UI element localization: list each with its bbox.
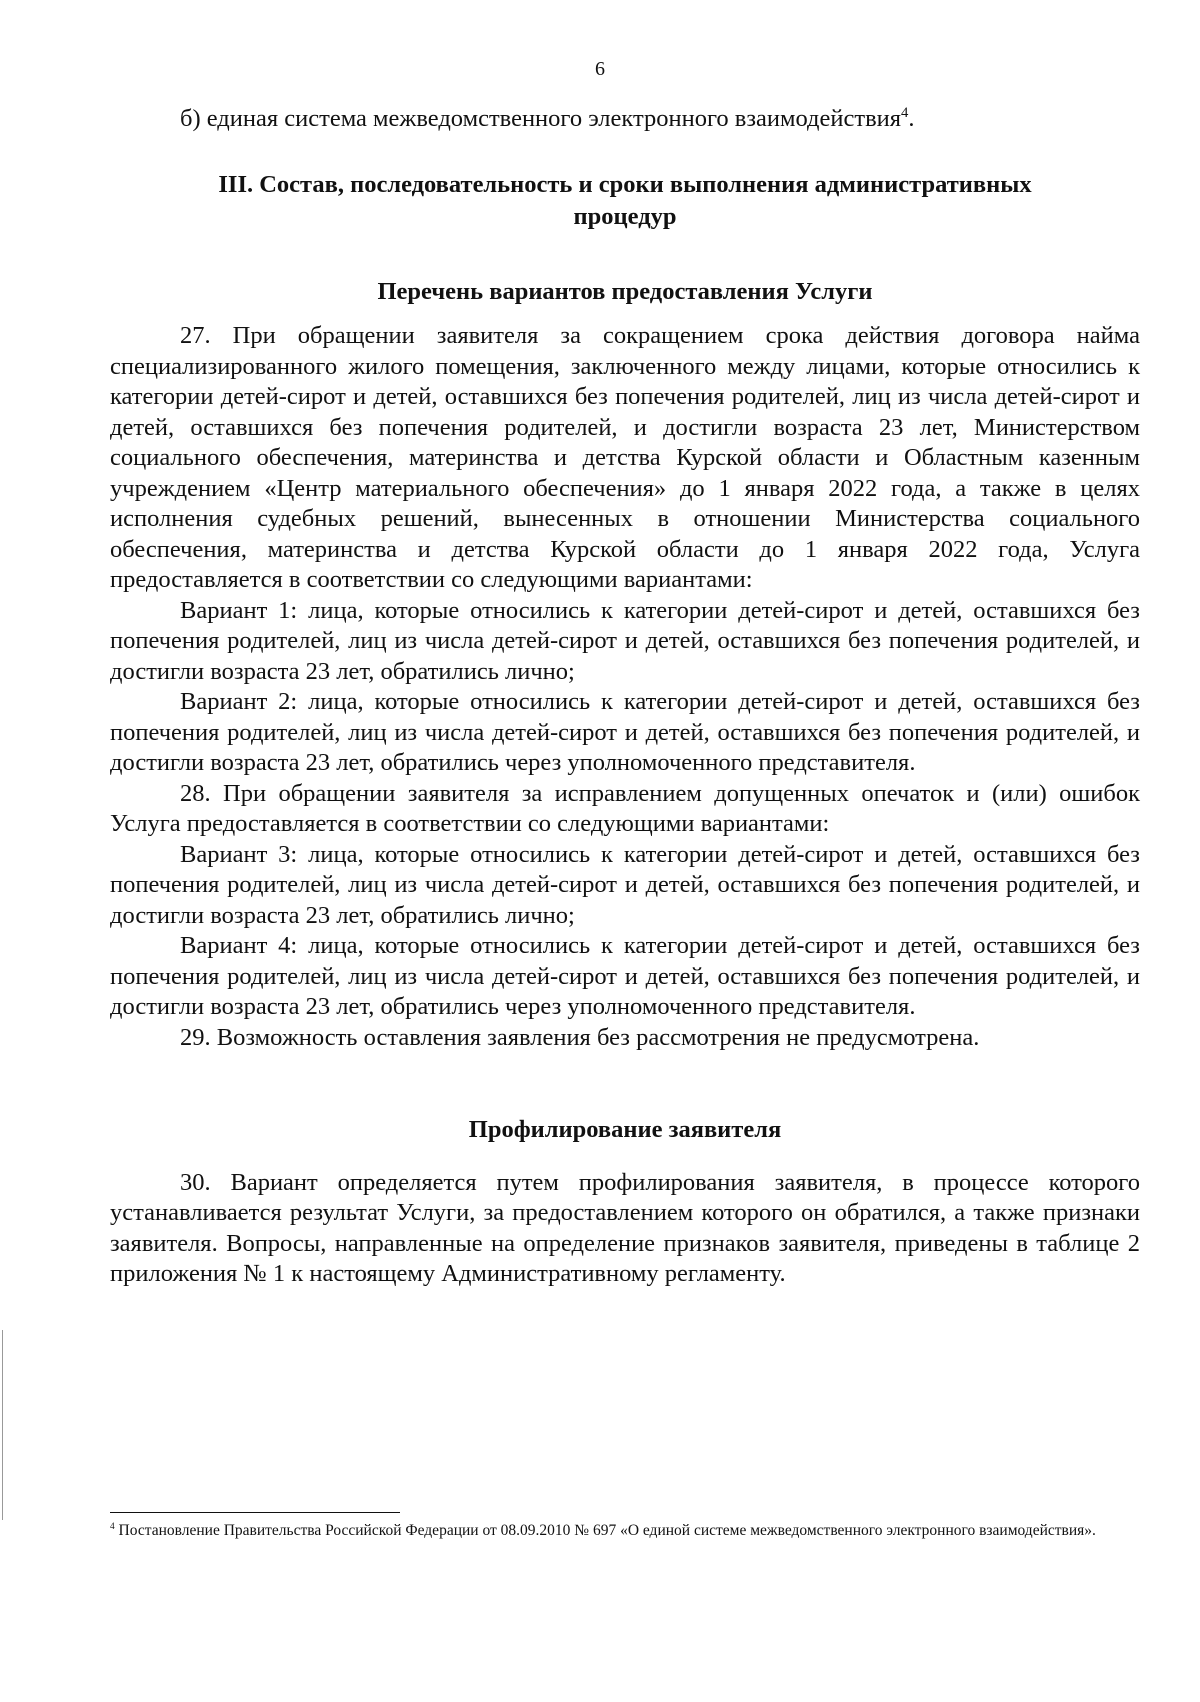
footnote-mark: 4 <box>110 1521 115 1532</box>
section-title-line-1: III. Состав, последовательность и сроки выполнения административных <box>218 170 1032 198</box>
paragraph-variant-3: Вариант 3: лица, которые относились к категории детей-сирот и детей, оставшихся без попечения родителей, лиц из числа детей-сирот и детей, оставшихся без попечения родителей, и достигли возраста 23 лет, обратились лично; <box>110 840 1140 929</box>
paragraph-variant-4: Вариант 4: лица, которые относились к категории детей-сирот и детей, оставшихся без попечения родителей, лиц из числа детей-сирот и детей, оставшихся без попечения родителей, и достигли возраста 23 лет, обратились через уполномоченного представителя. <box>110 932 1140 1020</box>
document-body <box>110 104 1140 1290</box>
subheading-profiling: Профилирование заявителя <box>468 1116 782 1143</box>
footnote-reference-4[interactable]: 4 <box>901 104 909 121</box>
paragraph-30: 30. Вариант определяется путем профилирования заявителя, в процессе которого устанавливается результат Услуги, за предоставлением которого он обратился, а также признаки заявителя. Вопросы, направленные на определение признаков заявителя, приведены в таблице 2 приложения № 1 к настоящему Административному регламенту. <box>110 1168 1140 1287</box>
paragraph-29: 29. Возможность оставления заявления без рассмотрения не предусмотрена. <box>180 1023 980 1051</box>
footnote-separator <box>110 1512 400 1513</box>
section-title <box>110 169 1140 233</box>
paragraph-28: 28. При обращении заявителя за исправлением допущенных опечаток и (или) ошибок Услуга предоставляется в соответствии со следующими вариантами: <box>110 779 1140 837</box>
item-b-end: . <box>908 105 915 132</box>
footnote-text: Постановление Правительства Российской Федерации от 08.09.2010 № 697 «О единой системе межведомственного электронного взаимодействия». <box>114 1522 1096 1539</box>
paragraph-variant-1: Вариант 1: лица, которые относились к категории детей-сирот и детей, оставшихся без попечения родителей, лиц из числа детей-сирот и детей, оставшихся без попечения родителей, и достигли возраста 23 лет, обратились лично; <box>110 596 1140 685</box>
section-title-line-2: процедур <box>573 202 677 230</box>
item-b-text: б) единая система межведомственного электронного взаимодействия <box>180 105 902 132</box>
paragraph-variant-2: Вариант 2: лица, которые относились к категории детей-сирот и детей, оставшихся без попечения родителей, лиц из числа детей-сирот и детей, оставшихся без попечения родителей, и достигли возраста 23 лет, обратились через уполномоченного представителя. <box>110 688 1140 776</box>
paragraph-27: 27. При обращении заявителя за сокращением срока действия договора найма специализированного жилого помещения, заключенного между лицами, которые относились к категории детей-сирот и детей, оставшихся без попечения родителей, лиц из числа детей-сирот и детей, оставшихся без попечения родителей, и достигли возраста 23 лет, Министерством социального обеспечения, материнства и детства Курской области и Областным казенным учреждением «Центр материального обеспечения» до 1 января 2022 года, а также в целях исполнения судебных решений, вынесенных в отношении Министерства социального обеспечения, материнства и детства Курской области до 1 января 2022 года, Услуга предоставляется в соответствии со следующими вариантами: <box>110 322 1140 593</box>
scan-edge-line <box>2 1330 3 1520</box>
page-number: 6 <box>595 58 605 80</box>
footnote-4 <box>110 1520 1140 1542</box>
paragraph-item-b <box>110 104 1140 135</box>
subheading-variants: Перечень вариантов предоставления Услуги <box>377 277 873 305</box>
